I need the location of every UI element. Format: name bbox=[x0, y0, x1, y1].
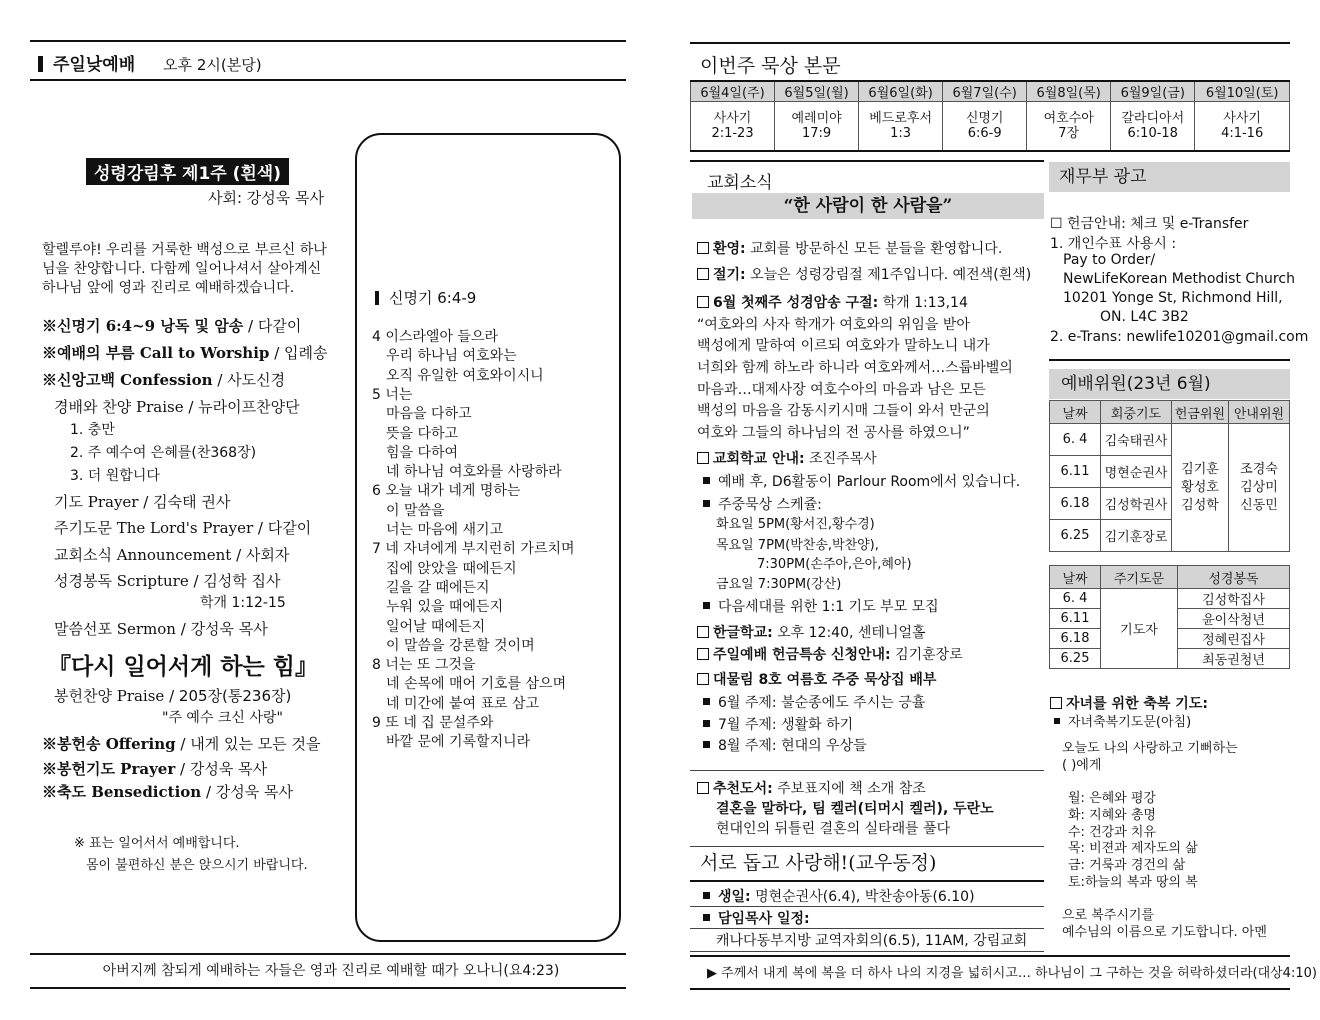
news-top-rule bbox=[690, 160, 1044, 162]
verse-line: 집에 앉았을 때에든지 bbox=[386, 560, 517, 577]
worship-duty-table bbox=[1049, 400, 1290, 552]
verse-line: 7 네 자녀에게 부지런히 가르치며 bbox=[372, 541, 575, 558]
verse-line: 5 너는 bbox=[372, 386, 413, 403]
order-item: ※축도 Bensediction / 강성욱 목사 bbox=[42, 783, 294, 801]
service-time: 오후 2시(본당) bbox=[163, 56, 262, 74]
finance-line: ON. L4C 3B2 bbox=[1100, 309, 1189, 325]
prayer-line: 수: 건강과 치유 bbox=[1068, 824, 1156, 840]
order-item: 주기도문 The Lord's Prayer / 다같이 bbox=[54, 519, 312, 537]
verse-line: 힘을 다하여 bbox=[386, 444, 459, 461]
prayer-line: ( )에게 bbox=[1062, 757, 1102, 773]
news-offering-special: 주일예배 헌금특송 신청안내: 김기훈장로 bbox=[697, 644, 963, 664]
order-item: 기도 Prayer / 김숙태 권사 bbox=[54, 493, 231, 511]
prayer-line: 예수님의 이름으로 기도합니다. 아멘 bbox=[1062, 924, 1267, 940]
pastor-schedule-text: 캐나다동부지방 교역자회의(6.5), 11AM, 강림교회 bbox=[716, 933, 1028, 949]
schedule-line: 7:30PM(손주아,은아,혜아) bbox=[757, 557, 912, 572]
worship-duty-heading: 예배위원(23년 6월) bbox=[1049, 369, 1290, 399]
order-item: 봉헌찬양 Praise / 205장(통236장) bbox=[54, 687, 292, 705]
duty-header: 안내위원 bbox=[1229, 401, 1290, 424]
checkbox-icon bbox=[697, 296, 709, 308]
booklet-item: 6월 주제: 불순종에도 주시는 긍휼 bbox=[697, 692, 925, 712]
footer-rule bbox=[30, 987, 626, 989]
verse-line: 누워 있을 때에든지 bbox=[386, 599, 504, 616]
footer-rule bbox=[690, 988, 1290, 990]
prayer-line: 토:하늘의 복과 땅의 복 bbox=[1068, 874, 1198, 890]
mentor-item: 다음세대를 위한 1:1 기도 부모 모집 bbox=[697, 596, 939, 616]
day-cell: 6월7일(수) bbox=[943, 81, 1027, 102]
verse-line: 너는 마음에 새기고 bbox=[386, 522, 504, 538]
verse-line: 네 손목에 매어 기호를 삼으며 bbox=[386, 676, 567, 693]
school-item: 주중묵상 스케쥴: bbox=[697, 494, 822, 514]
lords-prayer-leader: 기도자 bbox=[1101, 589, 1178, 669]
verse-line: 이 말씀을 강론할 것이며 bbox=[386, 637, 535, 654]
memory-text-line: 너희와 함께 하노라 하니라 여호와께서…스룹바벨의 bbox=[697, 360, 1013, 376]
day-cell: 6월4일(주) bbox=[691, 81, 775, 102]
footer-rule bbox=[690, 955, 1290, 957]
intro-line: 하나님 앞에 영과 진리로 예배하겠습니다. bbox=[42, 280, 295, 296]
duty-date: 6.18 bbox=[1050, 488, 1101, 520]
pastor-schedule-label: 담임목사 일정: bbox=[697, 908, 810, 928]
finance-rule bbox=[1049, 359, 1290, 361]
verse-line: 4 이스라엘아 들으라 bbox=[372, 329, 498, 345]
finance-line: NewLifeKorean Methodist Church bbox=[1063, 271, 1295, 287]
scripture-duty-table bbox=[1049, 565, 1290, 669]
finance-line: Pay to Order/ bbox=[1063, 252, 1156, 268]
news-korean-school: 한글학교: 오후 12:40, 센테니얼홀 bbox=[697, 622, 926, 642]
birthday-line: 생일: 명현순권사(6.4), 박찬송아동(6.10) bbox=[697, 886, 975, 906]
standing-note: ※ 표는 일어서서 예배합니다. bbox=[74, 836, 240, 851]
passage-cell: 사사기 2:1-23 bbox=[691, 102, 775, 152]
prayer-line: 금: 거룩과 경건의 삶 bbox=[1068, 857, 1186, 873]
bullet-icon bbox=[703, 892, 710, 899]
checkbox-icon bbox=[1050, 697, 1062, 709]
order-item: 경배와 찬양 Praise / 뉴라이프찬양단 bbox=[54, 398, 300, 416]
bullet-icon bbox=[703, 477, 710, 484]
book-title: 결혼을 말하다, 팀 켈러(티머시 켈러), 두란노 bbox=[716, 801, 994, 817]
duty-header: 헌금위원 bbox=[1172, 401, 1229, 424]
footer-rule bbox=[30, 953, 626, 955]
booklet-item: 7월 주제: 생활화 하기 bbox=[697, 714, 853, 734]
meditation-heading: 이번주 묵상 본문 bbox=[700, 55, 841, 77]
week-title: 성령강림후 제1주 (흰색) bbox=[86, 158, 289, 185]
sc-reader: 최동권청년 bbox=[1178, 649, 1290, 669]
bullet-icon bbox=[703, 914, 710, 921]
intro-line: 님을 찬양합니다. 다함께 일어나셔서 살아계신 bbox=[42, 261, 322, 277]
passage-cell: 사사기 4:1-16 bbox=[1195, 102, 1290, 152]
duty-header: 회중기도 bbox=[1101, 401, 1172, 424]
schedule-line: 금요일 7:30PM(강산) bbox=[716, 577, 842, 592]
help-rule bbox=[690, 880, 1044, 882]
passage-cell: 베드로후서 1:3 bbox=[859, 102, 943, 152]
order-item: ※봉헌기도 Prayer / 강성욱 목사 bbox=[42, 760, 268, 778]
day-cell: 6월5일(월) bbox=[775, 81, 859, 102]
news-rule bbox=[690, 770, 1044, 771]
verse-line: 6 오늘 내가 네게 명하는 bbox=[372, 483, 521, 500]
schedule-line: 화요일 5PM(황서진,황수경) bbox=[716, 517, 875, 532]
right-footer-verse: ▶ 주께서 내게 복에 복을 더 하사 나의 지경을 넓히시고… 하나님이 그 구하는 것을 허락하셨더라(대상4:10) bbox=[707, 966, 1317, 981]
day-cell: 6월10일(토) bbox=[1195, 81, 1290, 102]
duty-prayer: 명현순권사 bbox=[1101, 456, 1172, 488]
help-rule bbox=[690, 951, 1044, 952]
praise-song: 2. 주 예수여 은혜를(찬368장) bbox=[70, 445, 257, 461]
memory-text-line: 마음과…대제사장 여호수아의 마음과 남은 모든 bbox=[697, 382, 986, 398]
verse-line: 바깥 문에 기록할지니라 bbox=[386, 734, 531, 751]
day-cell: 6월8일(목) bbox=[1027, 81, 1111, 102]
meditation-table bbox=[690, 80, 1290, 152]
duty-prayer: 김기훈장로 bbox=[1101, 520, 1172, 552]
header-bar-mark bbox=[38, 56, 43, 72]
prayer-line: 으로 복주시기를 bbox=[1062, 908, 1155, 923]
checkbox-icon bbox=[697, 782, 709, 794]
praise-song: 1. 충만 bbox=[70, 422, 115, 438]
order-item: ※예배의 부름 Call to Worship / 입례송 bbox=[42, 344, 328, 362]
finance-heading: 재무부 광고 bbox=[1049, 162, 1290, 192]
bullet-icon bbox=[703, 602, 710, 609]
verse-line: 오직 유일한 여호와이시니 bbox=[386, 367, 544, 384]
news-heading: 교회소식 bbox=[707, 173, 773, 193]
day-cell: 6월6일(화) bbox=[859, 81, 943, 102]
sc-reader: 정혜린집사 bbox=[1178, 629, 1290, 649]
memory-text-line: 백성의 마음을 감동시키시매 그들이 와서 만군의 bbox=[697, 403, 990, 419]
scripture-reference: 학개 1:12-15 bbox=[200, 595, 286, 611]
sc-date: 6.11 bbox=[1050, 609, 1101, 629]
verse-line: 네 미간에 붙여 표로 삼고 bbox=[386, 695, 540, 712]
sc-header: 날짜 bbox=[1050, 566, 1101, 589]
verse-line: 이 말씀을 bbox=[386, 502, 445, 519]
prayer-line: 오늘도 나의 사랑하고 기뻐하는 bbox=[1062, 741, 1238, 756]
sc-header: 성경봉독 bbox=[1178, 566, 1290, 589]
bullet-icon bbox=[703, 720, 710, 727]
sc-header: 주기도문 bbox=[1101, 566, 1178, 589]
news-memory-verse: 6월 첫째주 성경암송 구절: 학개 1:13,14 bbox=[697, 292, 968, 312]
top-rule bbox=[690, 42, 1290, 44]
bullet-icon bbox=[1054, 718, 1060, 724]
header-rule bbox=[30, 79, 626, 81]
help-rule bbox=[690, 846, 1044, 847]
verse-line: 뜻을 다하고 bbox=[386, 425, 459, 442]
bullet-icon bbox=[703, 500, 710, 507]
standing-note: 몸이 불편하신 분은 앉으시기 바랍니다. bbox=[86, 858, 308, 873]
top-rule bbox=[30, 40, 626, 42]
book-description: 현대인의 뒤틀린 결혼의 실타래를 풀다 bbox=[716, 821, 951, 837]
praise-song: 3. 더 원합니다 bbox=[70, 468, 160, 484]
help-rule bbox=[690, 906, 1044, 907]
help-rule bbox=[690, 928, 1044, 929]
heading-bar-mark bbox=[375, 291, 379, 305]
verse-line: 길을 갈 때에든지 bbox=[386, 579, 490, 596]
verse-line: 9 또 네 집 문설주와 bbox=[372, 715, 494, 731]
schedule-line: 목요일 7PM(박찬송,박찬양), bbox=[716, 538, 879, 553]
finance-line: 10201 Yonge St, Richmond Hill, bbox=[1063, 290, 1283, 306]
verse-line: 마음을 다하고 bbox=[386, 406, 472, 423]
sc-reader: 윤이삭청년 bbox=[1178, 609, 1290, 629]
children-prayer-heading: 자녀를 위한 축복 기도: bbox=[1050, 693, 1208, 713]
memory-text-line: 여호와 그들의 하나님의 전 공사를 하였으니” bbox=[697, 425, 970, 441]
checkbox-icon bbox=[697, 242, 709, 254]
verse-line: 네 하나님 여호와를 사랑하라 bbox=[386, 464, 562, 481]
news-book: 추천도서: 주보표지에 책 소개 참조 bbox=[697, 778, 926, 798]
service-title: 주일낮예배 bbox=[53, 55, 136, 75]
order-item: 교회소식 Announcement / 사회자 bbox=[54, 546, 290, 564]
offering-song-title: "주 예수 크신 사랑" bbox=[162, 710, 283, 726]
checkbox-icon bbox=[697, 648, 709, 660]
finance-line: 1. 개인수표 사용시 : bbox=[1050, 236, 1177, 252]
prayer-line: 월: 은혜와 평강 bbox=[1068, 791, 1156, 807]
order-item: ※신앙고백 Confession / 사도신경 bbox=[42, 371, 286, 389]
passage-cell: 신명기 6:6-9 bbox=[943, 102, 1027, 152]
sc-date: 6.18 bbox=[1050, 629, 1101, 649]
order-item: 성경봉독 Scripture / 김성학 집사 bbox=[54, 572, 281, 590]
duty-date: 6.25 bbox=[1050, 520, 1101, 552]
sc-date: 6. 4 bbox=[1050, 589, 1101, 609]
duty-prayer: 김성학권사 bbox=[1101, 488, 1172, 520]
sc-date: 6.25 bbox=[1050, 649, 1101, 669]
usher-committee: 조경숙 김상미 신동민 bbox=[1229, 424, 1290, 552]
verse-line: 8 너는 또 그것을 bbox=[372, 657, 476, 674]
checkbox-icon bbox=[697, 452, 709, 464]
intro-line: 할렐루야! 우리를 거룩한 백성으로 부르신 하나 bbox=[42, 242, 327, 258]
duty-date: 6.11 bbox=[1050, 456, 1101, 488]
day-cell: 6월9일(금) bbox=[1111, 81, 1195, 102]
passage-cell: 갈라디아서 6:10-18 bbox=[1111, 102, 1195, 152]
news-welcome: 환영: 교회를 방문하신 모든 분들을 환영합니다. bbox=[697, 238, 1002, 258]
duty-date: 6. 4 bbox=[1050, 424, 1101, 456]
verse-line: 우리 하나님 여호와는 bbox=[386, 348, 517, 365]
school-item: 예배 후, D6활동이 Parlour Room에서 있습니다. bbox=[697, 471, 1020, 491]
bullet-icon bbox=[703, 741, 710, 748]
children-prayer-sub: 자녀축복기도문(아침) bbox=[1050, 714, 1191, 732]
news-school: 교회학교 안내: 조진주목사 bbox=[697, 448, 877, 468]
duty-header: 날짜 bbox=[1050, 401, 1101, 424]
prayer-line: 화: 지혜와 총명 bbox=[1068, 807, 1156, 823]
order-item: ※신명기 6:4~9 낭독 및 암송 / 다같이 bbox=[42, 317, 302, 335]
presider: 사회: 강성욱 목사 bbox=[208, 189, 325, 207]
prayer-line: 목: 비젼과 제자도의 삶 bbox=[1068, 841, 1198, 857]
memory-text-line: “여호와의 사자 학개가 여호와의 위임을 받아 bbox=[697, 317, 970, 333]
checkbox-icon bbox=[697, 673, 709, 685]
verse-line: 일어날 때에든지 bbox=[386, 618, 486, 635]
bullet-icon bbox=[703, 698, 710, 705]
scripture-box-heading: 신명기 6:4-9 bbox=[375, 287, 476, 308]
finance-line: 2. e-Trans: newlife10201@gmail.com bbox=[1050, 329, 1309, 345]
duty-prayer: 김숙태권사 bbox=[1101, 424, 1172, 456]
offering-committee: 김기훈 황성호 김성학 bbox=[1172, 424, 1229, 552]
left-footer-verse: 아버지께 참되게 예배하는 자들은 영과 진리로 예배할 때가 오나니(요4:23) bbox=[102, 963, 560, 979]
news-booklet: 대물림 8호 여름호 주중 묵상집 배부 bbox=[697, 669, 936, 689]
checkbox-icon bbox=[697, 268, 709, 280]
order-item: ※봉헌송 Offering / 내게 있는 모든 것을 bbox=[42, 735, 321, 753]
finance-line: ☐ 헌금안내: 체크 및 e-Transfer bbox=[1050, 216, 1249, 232]
service-header bbox=[38, 50, 262, 75]
sc-reader: 김성학집사 bbox=[1178, 589, 1290, 609]
order-item: 말씀선포 Sermon / 강성욱 목사 bbox=[54, 620, 268, 638]
passage-cell: 예레미야 17:9 bbox=[775, 102, 859, 152]
sermon-title: 『다시 일어서게 하는 힘』 bbox=[48, 653, 318, 680]
passage-cell: 여호수아 7장 bbox=[1027, 102, 1111, 152]
checkbox-icon bbox=[697, 626, 709, 638]
help-heading: 서로 돕고 사랑해!(교우동정) bbox=[700, 852, 937, 874]
memory-text-line: 백성에게 말하여 이르되 여호와가 말하노니 내가 bbox=[697, 338, 990, 354]
news-season: 절기: 오늘은 성령강림절 제1주입니다. 예전색(흰색) bbox=[697, 264, 1031, 284]
news-banner: “한 사람이 한 사람을” bbox=[692, 193, 1044, 219]
booklet-item: 8월 주제: 현대의 우상들 bbox=[697, 735, 867, 755]
